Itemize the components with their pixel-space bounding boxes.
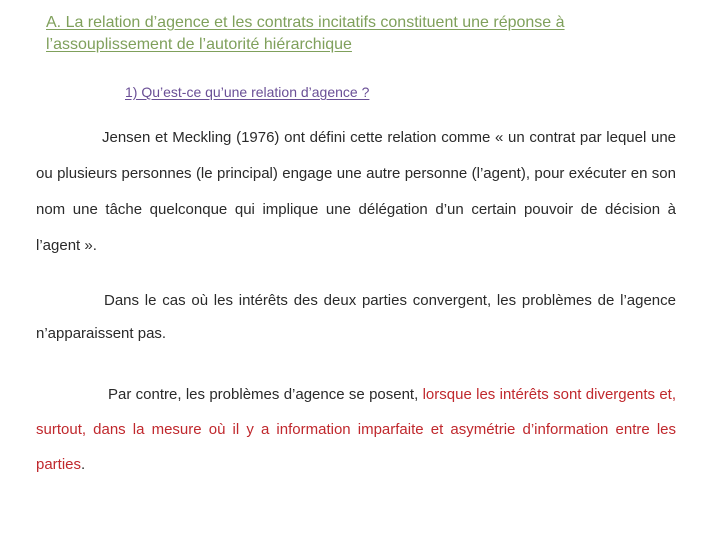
convergence-text: Dans le cas où les intérêts des deux parties convergent, les problèmes de l’agence n’apparaissent pas. xyxy=(36,292,676,342)
heading-line-1: A. La relation d’agence et les contrats incitatifs constituent une réponse à xyxy=(46,14,565,31)
highlighted-condition-text: lorsque les intérêts sont divergents et, surtout, dans la mesure où il y a information imparfaite et asymétrie d’information entre les parties xyxy=(36,386,676,473)
divergence-period: . xyxy=(81,456,86,473)
heading-line-2: l’assouplissement de l’autorité hiérarchique xyxy=(46,36,352,53)
convergence-paragraph xyxy=(36,284,676,350)
definition-text: Jensen et Meckling (1976) ont défini cette relation comme « un contrat par lequel une ou plusieurs personnes (le principal) engage une autre personne (l’agent), pour exécuter en son nom une tâche quelconque qui implique une délégation d’un certain pouvoir de décision à l’agent ». xyxy=(36,129,676,254)
definition-paragraph xyxy=(36,120,676,264)
subsection-heading: 1) Qu’est-ce qu’une relation d’agence ? xyxy=(125,84,370,100)
divergence-paragraph xyxy=(36,377,676,482)
divergence-text: Par contre, les problèmes d’agence se posent, xyxy=(108,386,423,403)
section-heading xyxy=(46,12,696,56)
